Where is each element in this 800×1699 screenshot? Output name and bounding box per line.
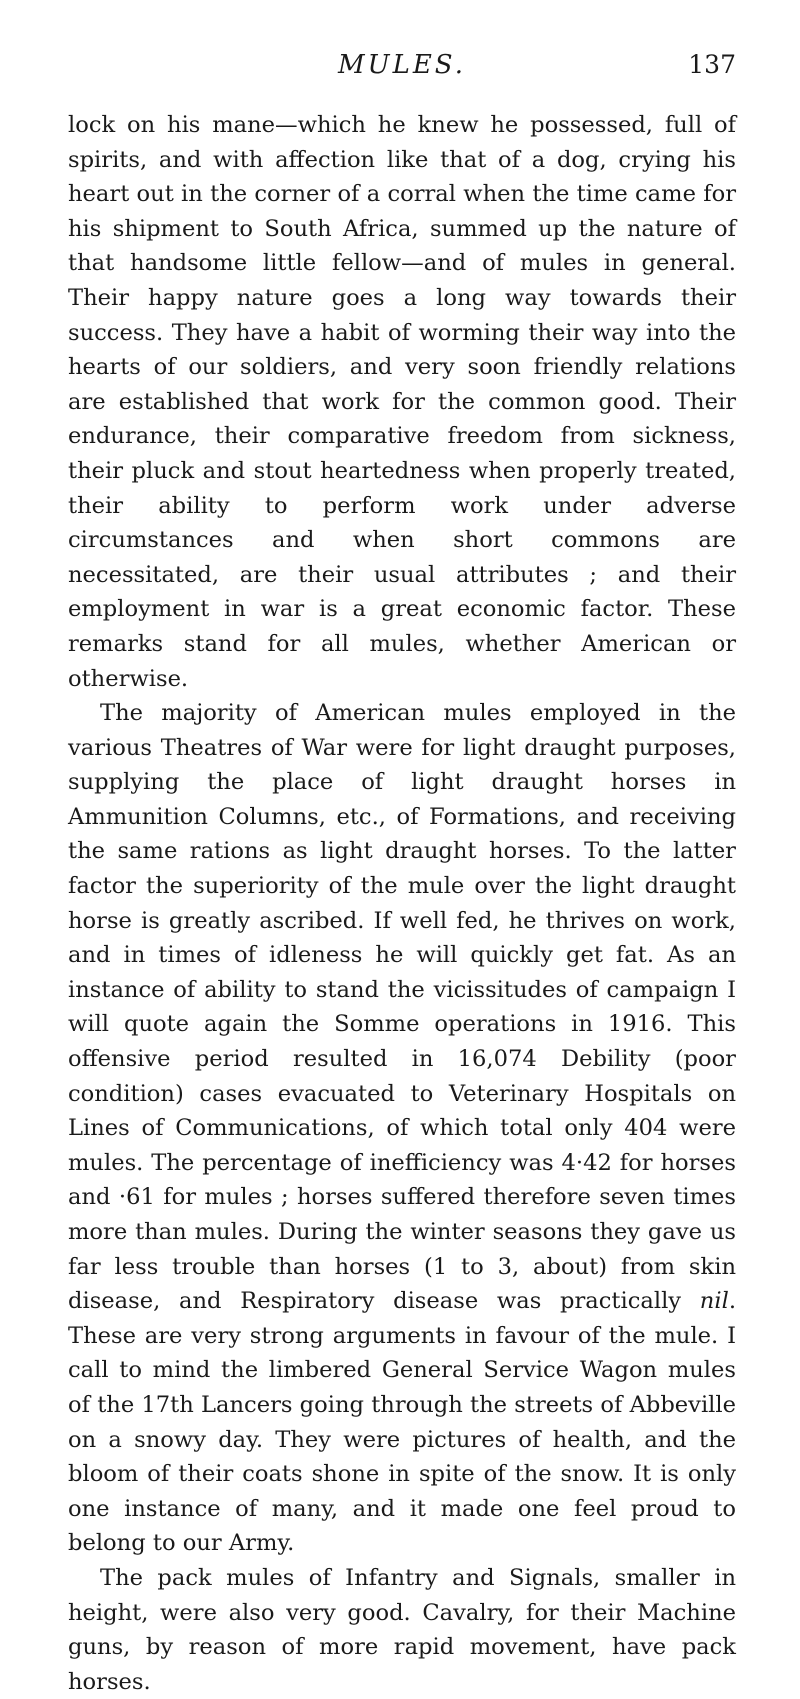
paragraph <box>68 1561 736 1699</box>
paragraph-text: lock on his mane—which he knew he possessed, full of spirits, and with affection like that of a dog, crying his heart out in the corner of a corral when the time came for his shipment to South Africa, summed up the nature of that handsome little fellow—and of mules in general. Their happy nature goes a long way towards their success. They have a habit of worming their way into the hearts of our soldiers, and very soon friendly relations are established that work for the common good. Their endurance, their comparative freedom from sickness, their pluck and stout heartedness when properly treated, their ability to perform work under adverse circumstances and when short commons are necessitated, are their usual attributes ; and their employment in war is a great economic factor. These remarks stand for all mules, whether American or otherwise. <box>68 112 736 692</box>
italic-term: nil <box>699 1288 729 1315</box>
running-title: MULES. <box>338 50 466 80</box>
page-number: 137 <box>688 50 736 79</box>
running-header <box>68 50 736 90</box>
paragraph-text: . These are very strong arguments in favour of the mule. I call to mind the limbered General Service Wagon mules of the 17th Lancers going through the streets of Abbeville on a snowy day. They were pictures of health, and the bloom of their coats shone in spite of the snow. It is only one instance of many, and it made one feel proud to belong to our Army. <box>68 1288 736 1557</box>
paragraph-text: The pack mules of Infantry and Signals, smaller in height, were also very good. Cavalry, for their Machine guns, by reason of more rapid movement, have pack horses. <box>68 1564 736 1695</box>
body-text <box>68 108 736 1699</box>
paragraph-text: The majority of American mules employed in the various Theatres of War were for light draught purposes, supplying the place of light draught horses in Ammunition Columns, etc., of Formations, and receiving the same rations as light draught horses. To the latter factor the superiority of the mule over the light draught horse is greatly ascribed. If well fed, he thrives on work, and in times of idleness he will quickly get fat. As an instance of ability to stand the vicissitudes of campaign I will quote again the Somme operations in 1916. This offensive period resulted in 16,074 Debility (poor condition) cases evacuated to Veterinary Hospitals on Lines of Communications, of which total only 404 were mules. The percentage of inefficiency was 4·42 for horses and ·61 for mules ; horses suffered therefore seven times more than mules. During the winter seasons they gave us far less trouble than horses (1 to 3, about) from skin disease, and Respiratory disease was practically <box>68 700 736 1315</box>
paragraph <box>68 696 736 1561</box>
paragraph <box>68 108 736 696</box>
